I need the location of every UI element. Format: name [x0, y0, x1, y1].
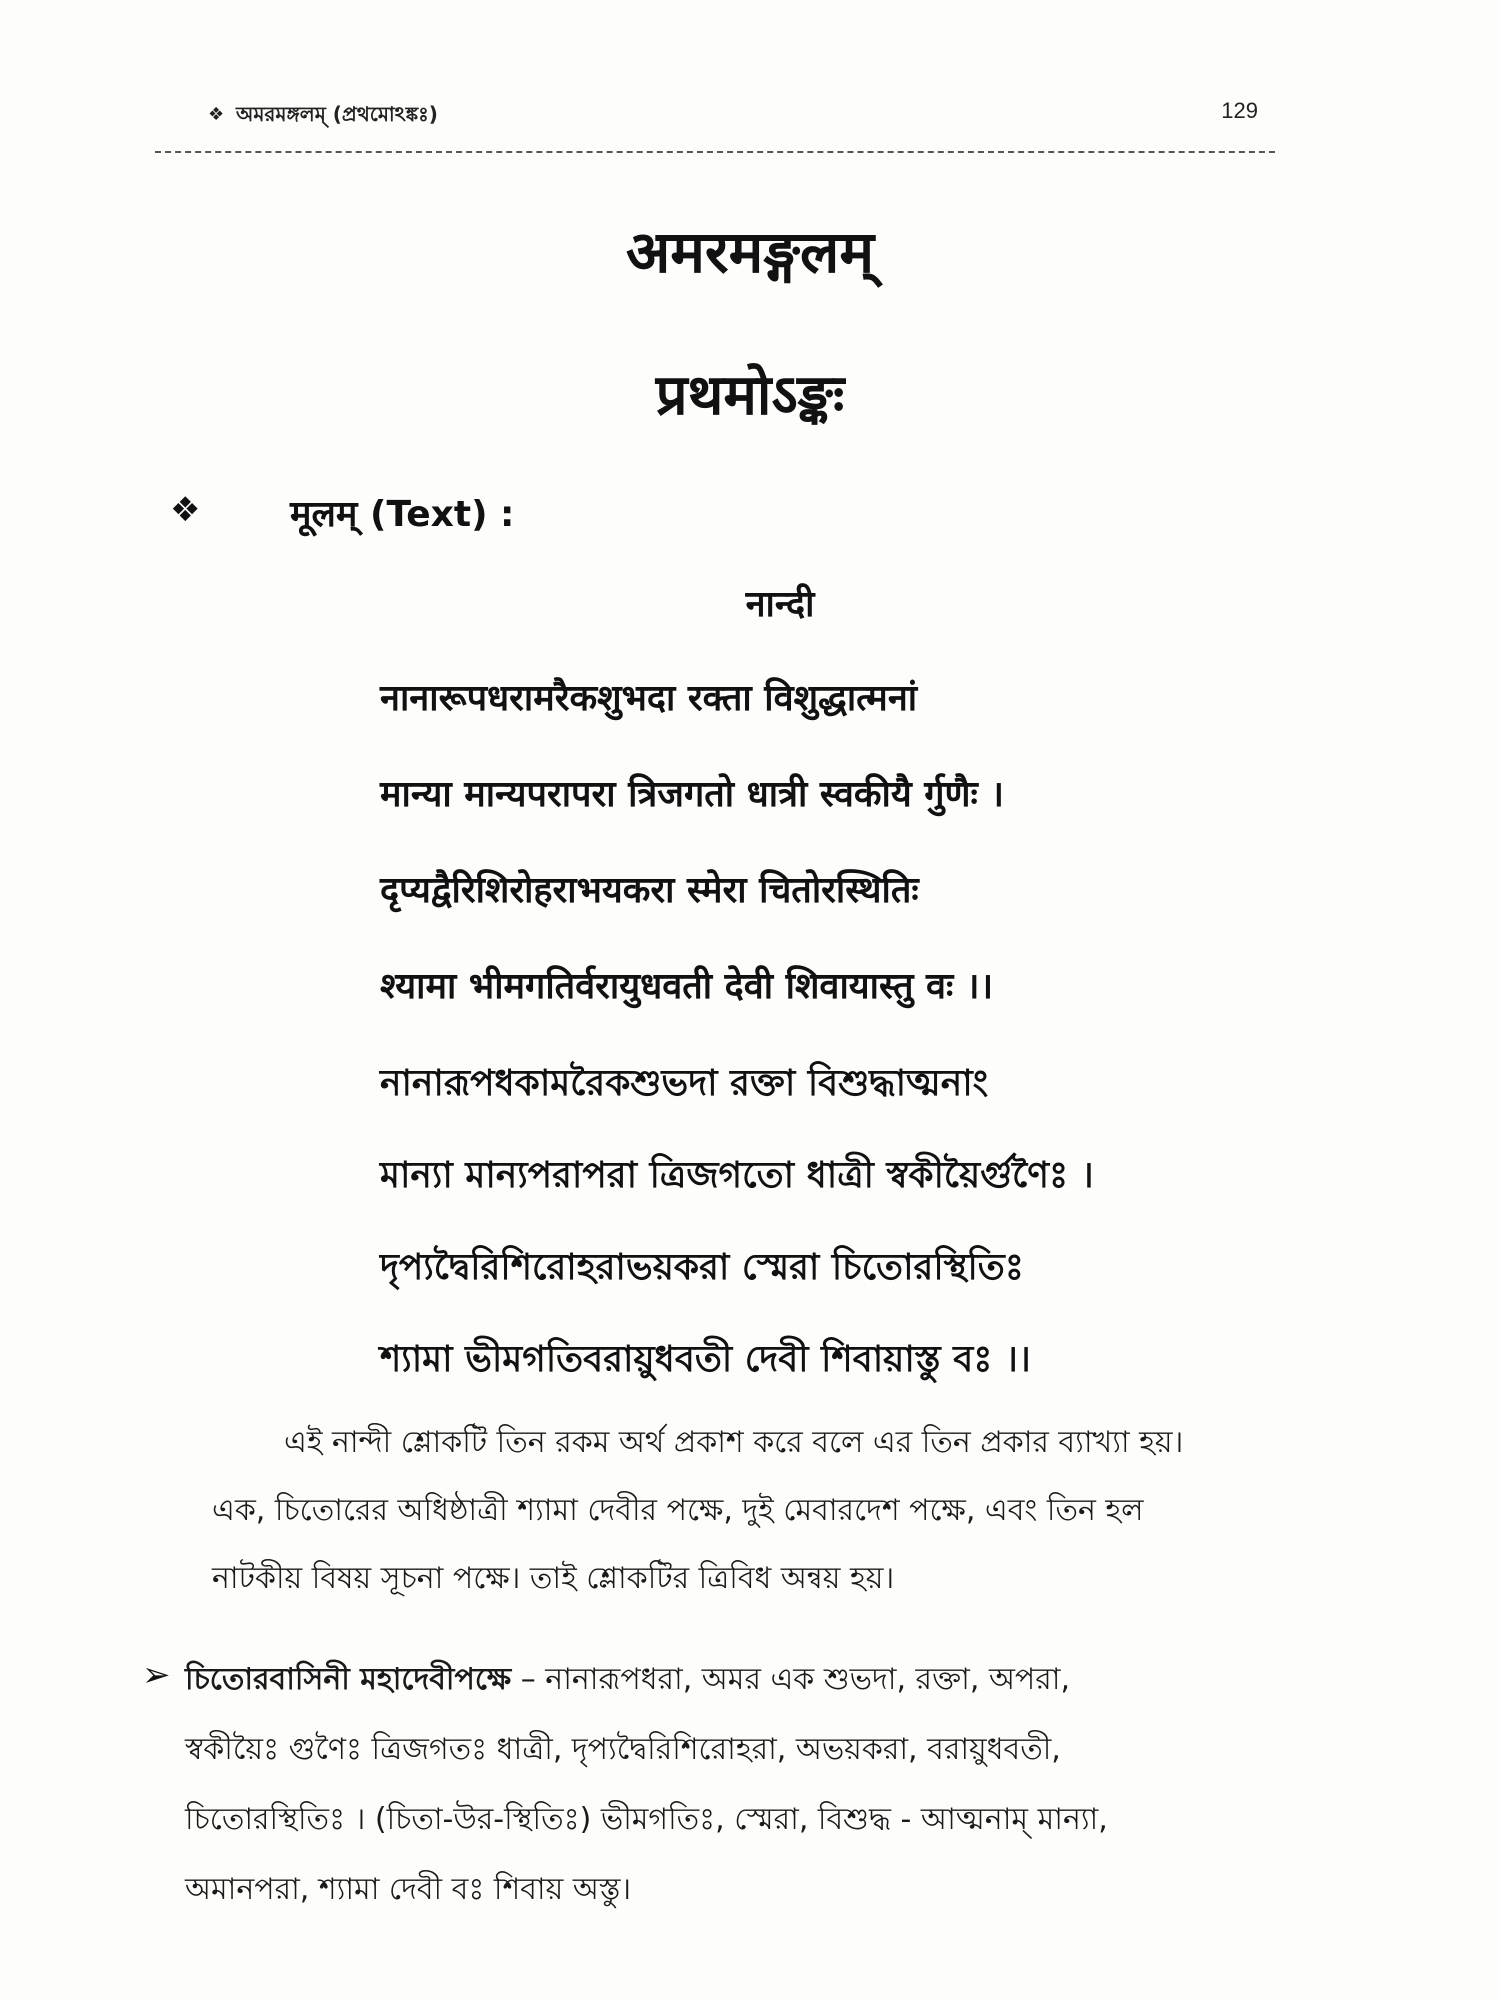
explanation-line: এক, চিতোরের অধিষ্ঠাত্রী শ্যামা দেবীর পক্ষে, দুই মেবারদেশ পক্ষে, এবং তিন হল	[212, 1493, 1144, 1528]
header-divider	[155, 151, 1275, 153]
verse-devanagari-line: दृप्यद्वैरिशिरोहराभयकरा स्मेरा चितोरस्थितिः	[380, 870, 919, 911]
bullet-first-line	[185, 1655, 1070, 1706]
bullet-heading: চিতোরবাসিনী মহাদেবীপক্ষে	[185, 1662, 512, 1697]
running-header	[208, 98, 1258, 138]
bullet-line: স্বকীয়ৈঃ গুণৈঃ ত্রিজগতঃ ধাত্রী, দৃপ্যদ্বৈরিশিরোহরা, অভয়করা, বরায়ুধবতী,	[185, 1732, 1061, 1767]
arrow-bullet-icon: ➢	[142, 1655, 171, 1695]
verse-devanagari-line: श्यामा भीमगतिर्वरायुधवती देवी शिवायास्तु वः ।।	[380, 966, 994, 1007]
page-number: 129	[1221, 98, 1258, 123]
act-title: प्रथमोऽङ्कः	[655, 363, 845, 428]
ornament-icon: ❖	[208, 104, 225, 125]
explanation-line: নাটকীয় বিষয় সূচনা পক্ষে। তাই শ্লোকটির ত্রিবিধ অন্বয় হয়।	[212, 1561, 895, 1596]
running-header-title: অমরমঙ্গলম্ (প্রথমোঽঙ্কঃ)	[236, 102, 438, 126]
verse-bengali-line: মান্যা মান্যপরাপরা ত্রিজগতো ধাত্রী স্বকীয়ৈর্গুণৈঃ ।	[380, 1155, 1094, 1196]
bullet-line: চিতোরস্থিতিঃ । (চিতা-উর-স্থিতিঃ) ভীমগতিঃ, স্মেরা, বিশুদ্ধ - আত্মনাম্ মান্যা,	[185, 1802, 1108, 1837]
verse-bengali-line: নানারূপধকামরৈকশুভদা রক্তা বিশুদ্ধাত্মনাং	[380, 1063, 989, 1104]
ornament-icon: ❖	[170, 490, 201, 530]
bullet-lead-text: – নানারূপধরা, অমর এক শুভদা, রক্তা, অপরা,	[511, 1662, 1071, 1697]
verse-bengali-line: শ্যামা ভীমগতিবরায়ুধবতী দেবী শিবায়াস্তু বঃ ।।	[380, 1339, 1031, 1380]
verse-devanagari-line: नानारूपधरामरैकशुभदा रक्ता विशुद्धात्मनां	[380, 678, 918, 719]
verse-devanagari-line: मान्या मान्यपरापरा त्रिजगतो धात्री स्वकीयै र्गुणैः ।	[380, 774, 1004, 815]
bullet-line: অমানপরা, শ্যামা দেবী বঃ শিবায় অস্তু।	[185, 1872, 632, 1907]
verse-bengali-line: দৃপ্যদ্বৈরিশিরোহরাভয়করা স্মেরা চিতোরস্থিতিঃ	[380, 1247, 1024, 1288]
main-title: अमरमङ्गलम्	[625, 218, 875, 286]
nandi-label: नान्दी	[745, 584, 815, 625]
section-heading: मूलम् (Text) :	[290, 494, 515, 535]
explanation-line: এই নান্দী শ্লোকটি তিন রকম অর্থ প্রকাশ করে বলে এর তিন প্রকার ব্যাখ্যা হয়।	[284, 1425, 1184, 1460]
